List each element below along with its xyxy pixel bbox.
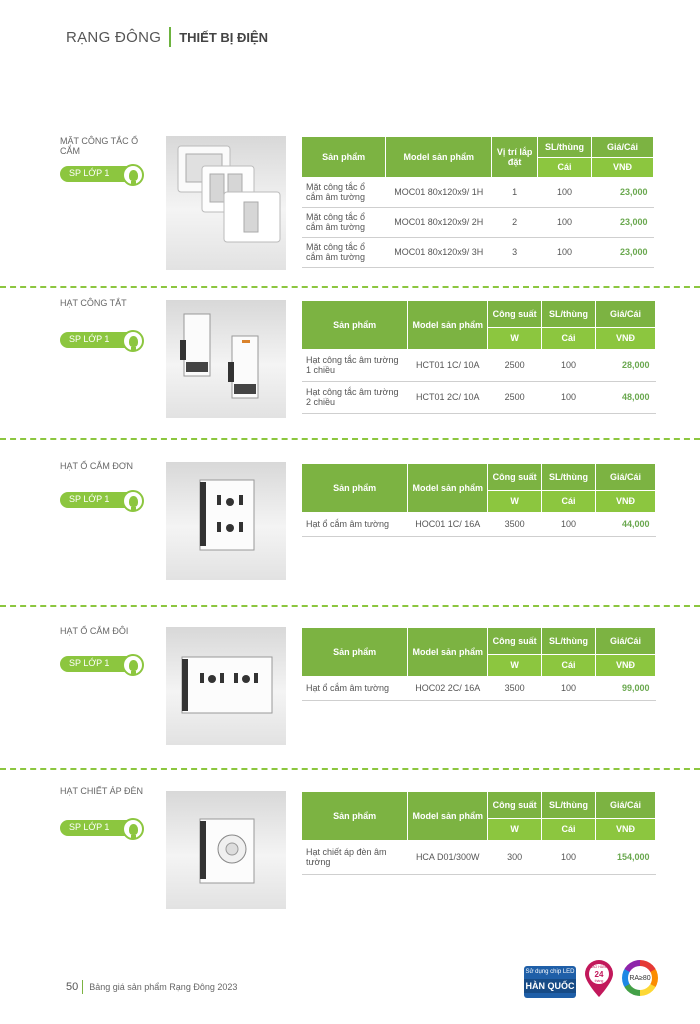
header-quantity-unit: Cái xyxy=(538,157,592,177)
quantity-value: 100 xyxy=(538,177,592,207)
header-power-unit: W xyxy=(488,327,542,349)
price-value: 23,000 xyxy=(592,237,654,267)
quantity-value: 100 xyxy=(542,840,596,874)
product-photo-wall-plates xyxy=(166,136,286,270)
price-table xyxy=(302,464,656,537)
quantity-value: 100 xyxy=(542,381,596,413)
header-quantity-unit: Cái xyxy=(542,654,596,676)
header-model: Model sản phẩm xyxy=(386,137,492,177)
product-category-title: MẶT CÔNG TẮC Ổ CẮM xyxy=(60,136,139,156)
badge-label: SP LỚP 1 xyxy=(60,166,140,182)
lightbulb-icon xyxy=(122,164,144,186)
page-header xyxy=(66,26,268,48)
lightbulb-icon xyxy=(122,490,144,512)
price-value: 23,000 xyxy=(592,207,654,237)
product-name: Mặt công tắc ổ cắm âm tường xyxy=(302,207,386,237)
price-value: 48,000 xyxy=(596,381,656,413)
badge-label: SP LỚP 1 xyxy=(60,492,140,508)
header-product: Sản phẩm xyxy=(302,301,408,349)
header-quantity-unit: Cái xyxy=(542,327,596,349)
quantity-value: 100 xyxy=(542,676,596,700)
header-model: Model sản phẩm xyxy=(408,628,488,676)
product-photo-dimmer xyxy=(166,791,286,909)
price-value: 44,000 xyxy=(596,512,656,536)
header-power-unit: W xyxy=(488,654,542,676)
header-quantity-unit: Cái xyxy=(542,818,596,840)
header-quantity: SL/thùng xyxy=(538,137,592,157)
price-value: 28,000 xyxy=(596,349,656,381)
header-power: Công suất xyxy=(488,301,542,327)
class-badge xyxy=(60,818,144,838)
model-code: HOC01 1C/ 16A xyxy=(408,512,488,536)
quantity-value: 100 xyxy=(542,512,596,536)
class-badge xyxy=(60,164,144,184)
page-number: 50 xyxy=(66,981,79,993)
header-product: Sản phẩm xyxy=(302,464,408,512)
product-name: Hạt chiết áp đèn âm tường xyxy=(302,840,408,874)
section-divider xyxy=(0,286,700,288)
header-price-unit: VNĐ xyxy=(596,654,656,676)
header-position: Vị trí lắp đặt xyxy=(492,137,538,177)
price-table xyxy=(302,628,656,701)
class-badge xyxy=(60,330,144,350)
model-code: HCT01 2C/ 10A xyxy=(408,381,488,413)
quantity-value: 100 xyxy=(538,237,592,267)
table-row xyxy=(302,381,656,413)
led-logo-top-text: Sử dụng chip LED xyxy=(525,969,575,975)
warranty-top-text: BẢO HÀNH xyxy=(589,965,609,969)
header-power-unit: W xyxy=(488,818,542,840)
header-quantity-unit: Cái xyxy=(542,490,596,512)
header-power: Công suất xyxy=(488,792,542,818)
model-code: MOC01 80x120x9/ 2H xyxy=(386,207,492,237)
header-product: Sản phẩm xyxy=(302,628,408,676)
power-value: 2500 xyxy=(488,381,542,413)
model-code: HCA D01/300W xyxy=(408,840,488,874)
product-category-title: HẠT CHIẾT ÁP ĐÈN xyxy=(60,786,144,796)
header-price-unit: VNĐ xyxy=(592,157,654,177)
model-code: HOC02 2C/ 16A xyxy=(408,676,488,700)
header-price: Giá/Cái xyxy=(596,792,656,818)
price-value: 23,000 xyxy=(592,177,654,207)
class-badge xyxy=(60,490,144,510)
badge-label: SP LỚP 1 xyxy=(60,332,140,348)
warranty-number: 24 xyxy=(594,970,604,979)
table-row xyxy=(302,207,654,237)
product-name: Mặt công tắc ổ cắm âm tường xyxy=(302,177,386,207)
header-quantity: SL/thùng xyxy=(542,464,596,490)
section-divider xyxy=(0,768,700,770)
class-badge xyxy=(60,654,144,674)
header-product: Sản phẩm xyxy=(302,137,386,177)
table-row xyxy=(302,237,654,267)
position-value: 2 xyxy=(492,207,538,237)
header-power: Công suất xyxy=(488,628,542,654)
header-price: Giá/Cái xyxy=(596,628,656,654)
header-separator xyxy=(169,27,171,47)
table-row xyxy=(302,177,654,207)
power-value: 3500 xyxy=(488,676,542,700)
header-quantity: SL/thùng xyxy=(542,301,596,327)
quantity-value: 100 xyxy=(538,207,592,237)
lightbulb-icon xyxy=(122,330,144,352)
product-name: Hạt ổ cắm âm tường xyxy=(302,676,408,700)
lightbulb-icon xyxy=(122,818,144,840)
power-value: 3500 xyxy=(488,512,542,536)
header-price-unit: VNĐ xyxy=(596,490,656,512)
header-price: Giá/Cái xyxy=(592,137,654,157)
led-logo-bottom-text: HÀN QUỐC xyxy=(525,981,575,991)
header-quantity: SL/thùng xyxy=(542,628,596,654)
product-photo-single-socket xyxy=(166,462,286,580)
warranty-unit: tháng xyxy=(594,979,604,983)
position-value: 3 xyxy=(492,237,538,267)
header-price: Giá/Cái xyxy=(596,301,656,327)
product-name: Hạt ổ cắm âm tường xyxy=(302,512,408,536)
product-name: Hạt công tắc âm tường 2 chiều xyxy=(302,381,408,413)
product-category-title: HẠT Ổ CẮM ĐÔI xyxy=(60,626,129,636)
product-name: Mặt công tắc ổ cắm âm tường xyxy=(302,237,386,267)
header-power: Công suất xyxy=(488,464,542,490)
section-title: THIẾT BỊ ĐIỆN xyxy=(179,29,269,45)
price-table xyxy=(302,792,656,875)
model-code: MOC01 80x120x9/ 1H xyxy=(386,177,492,207)
product-name: Hạt công tắc âm tường 1 chiều xyxy=(302,349,408,381)
header-quantity: SL/thùng xyxy=(542,792,596,818)
header-model: Model sản phẩm xyxy=(408,792,488,840)
header-power-unit: W xyxy=(488,490,542,512)
product-photo-switches xyxy=(166,300,286,418)
power-value: 300 xyxy=(488,840,542,874)
product-photo-double-socket xyxy=(166,627,286,745)
section-divider xyxy=(0,605,700,607)
header-price-unit: VNĐ xyxy=(596,327,656,349)
header-price: Giá/Cái xyxy=(596,464,656,490)
korea-led-chip-logo xyxy=(524,966,576,998)
ra-value: RA≥80 xyxy=(628,966,652,990)
position-value: 1 xyxy=(492,177,538,207)
table-row xyxy=(302,349,656,381)
table-row xyxy=(302,676,656,700)
brand-name: RẠNG ĐÔNG xyxy=(66,28,162,46)
model-code: MOC01 80x120x9/ 3H xyxy=(386,237,492,267)
header-price-unit: VNĐ xyxy=(596,818,656,840)
footer-separator xyxy=(82,980,83,994)
footer-text: Bảng giá sản phẩm Rạng Đông 2023 xyxy=(89,982,238,992)
price-value: 99,000 xyxy=(596,676,656,700)
page-footer xyxy=(66,980,237,994)
table-row xyxy=(302,512,656,536)
badge-label: SP LỚP 1 xyxy=(60,820,140,836)
quantity-value: 100 xyxy=(542,349,596,381)
price-value: 154,000 xyxy=(596,840,656,874)
color-rendering-logo xyxy=(622,960,658,996)
header-model: Model sản phẩm xyxy=(408,464,488,512)
table-row xyxy=(302,840,656,874)
header-product: Sản phẩm xyxy=(302,792,408,840)
section-divider xyxy=(0,438,700,440)
lightbulb-icon xyxy=(122,654,144,676)
badge-label: SP LỚP 1 xyxy=(60,656,140,672)
product-category-title: HẠT Ổ CẮM ĐƠN xyxy=(60,461,134,471)
header-model: Model sản phẩm xyxy=(408,301,488,349)
product-category-title: HẠT CÔNG TẮT xyxy=(60,298,127,308)
warranty-badge-logo xyxy=(582,958,616,998)
price-table xyxy=(302,137,654,268)
power-value: 2500 xyxy=(488,349,542,381)
model-code: HCT01 1C/ 10A xyxy=(408,349,488,381)
price-table xyxy=(302,301,656,414)
